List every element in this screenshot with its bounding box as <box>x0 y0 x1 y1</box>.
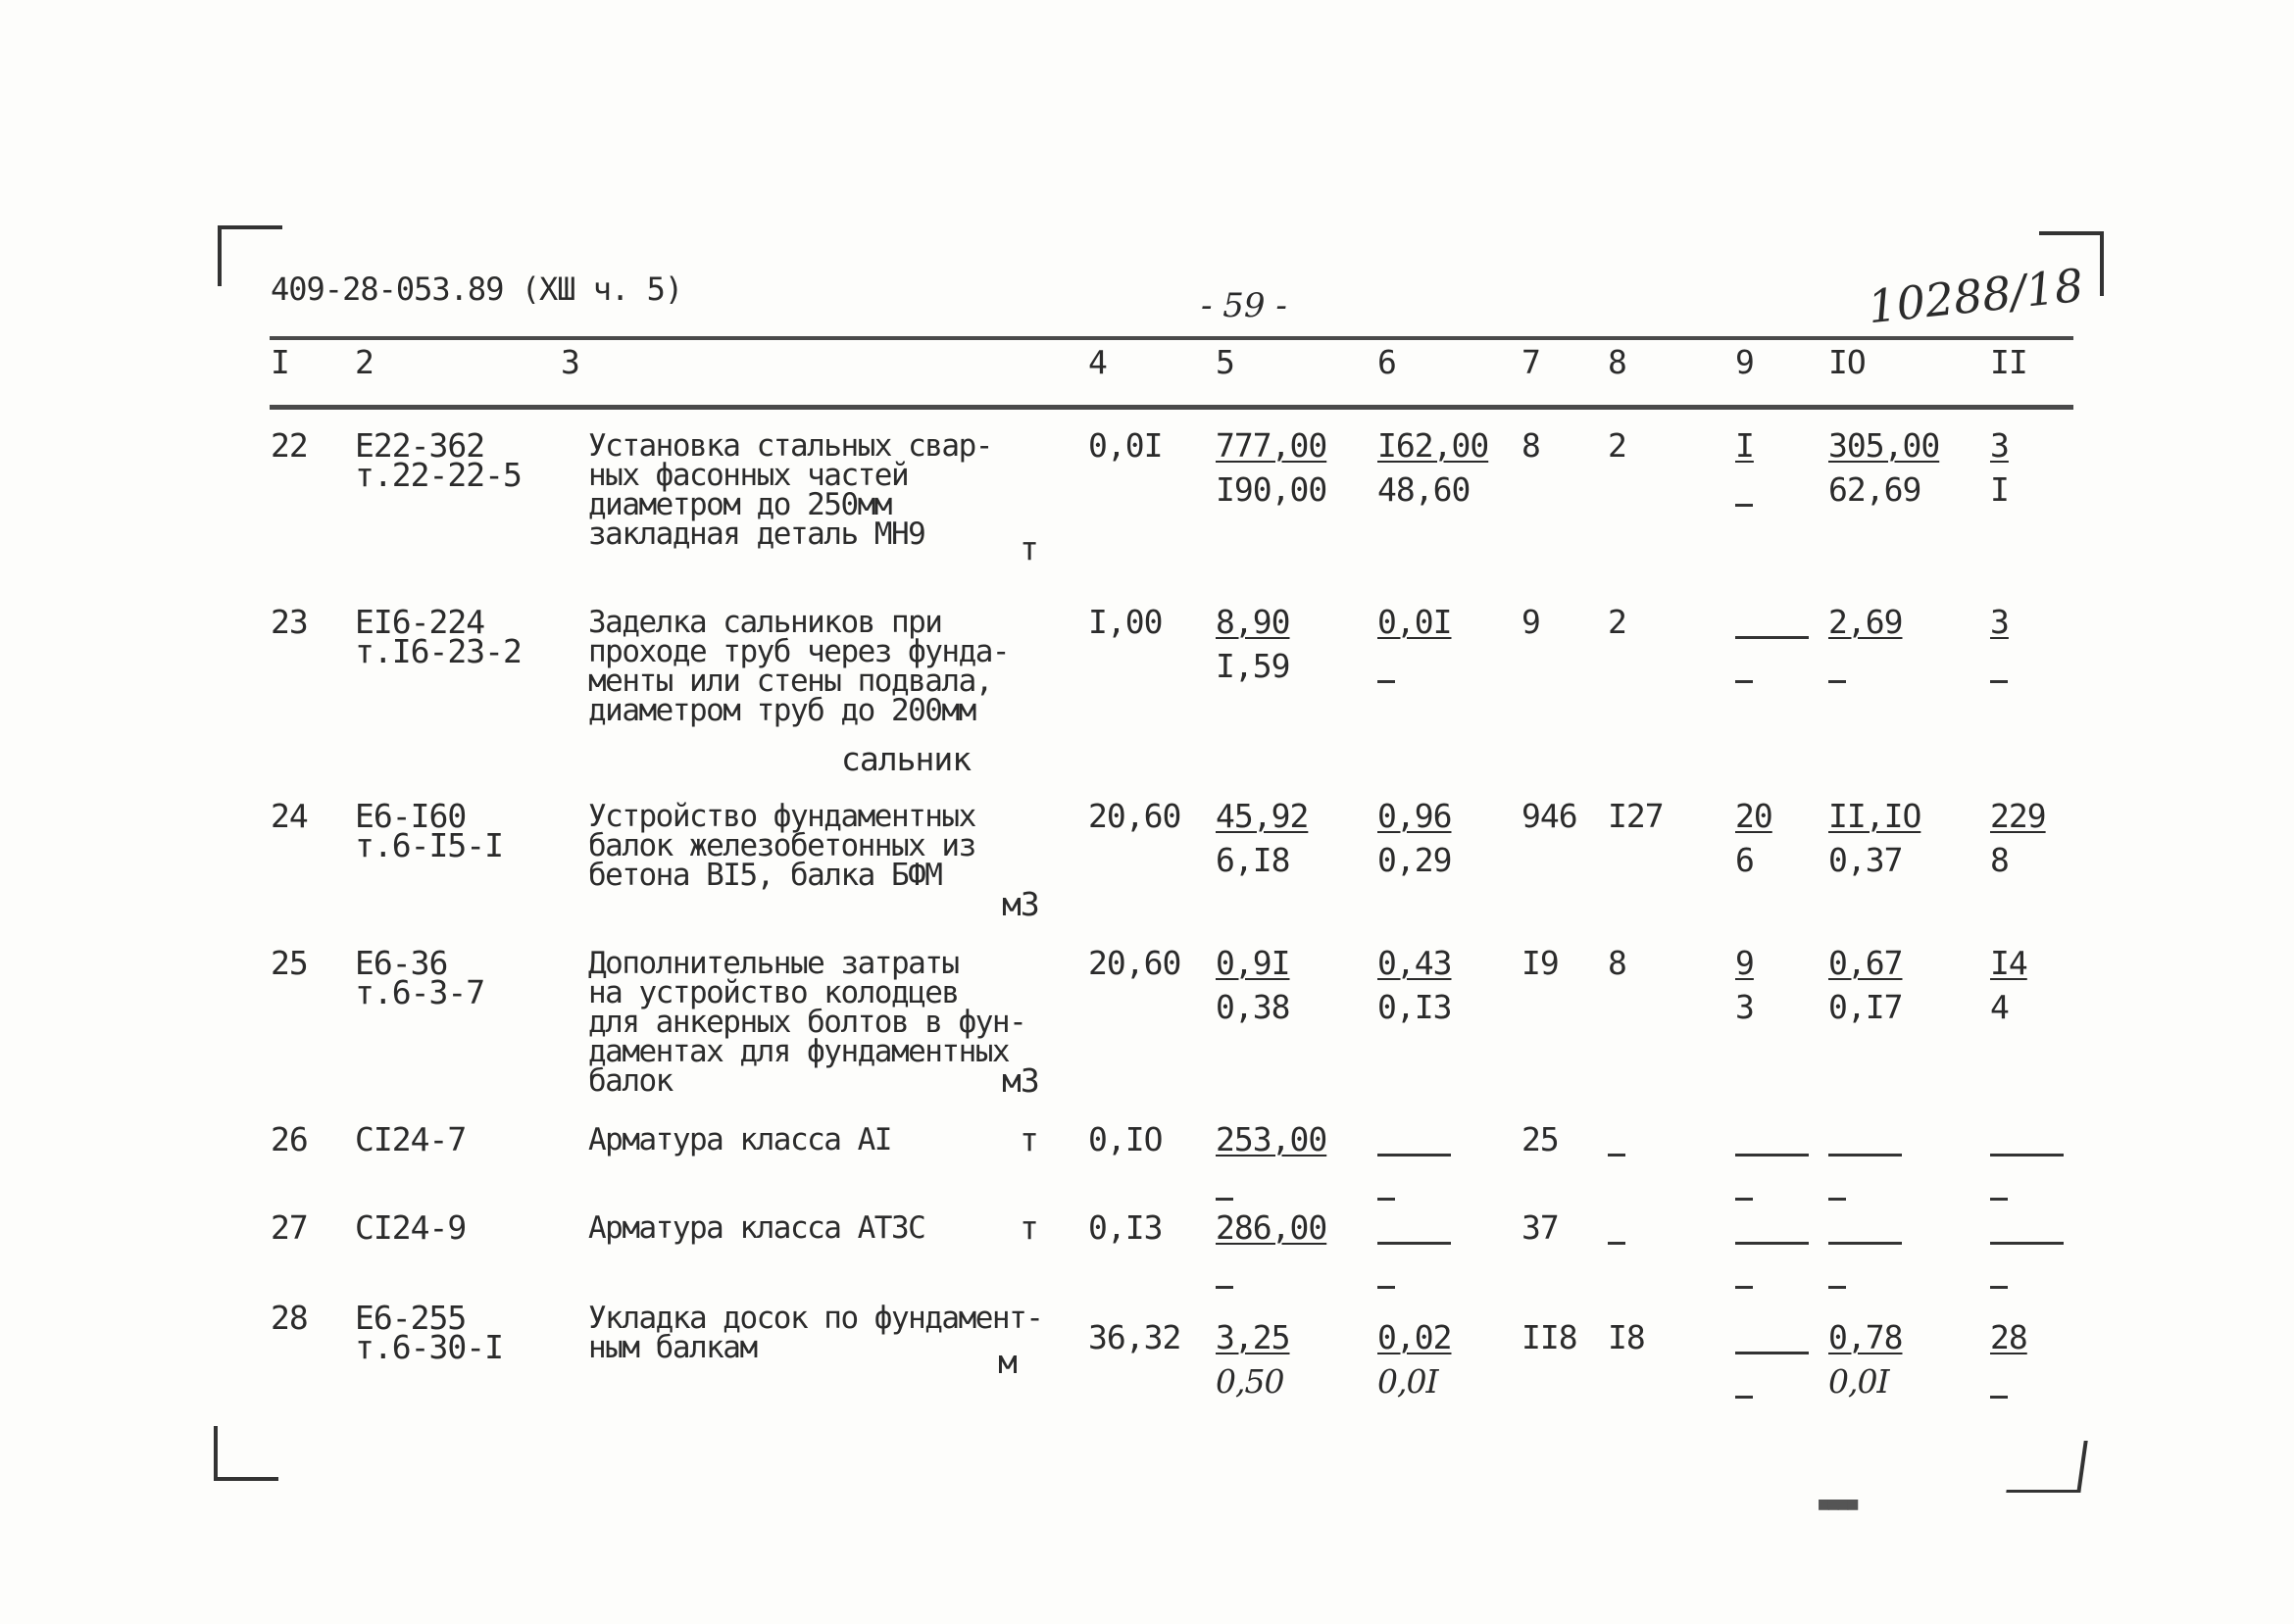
row-unit: м <box>998 1343 1017 1381</box>
dash-mark <box>1608 1242 1625 1245</box>
column-header-9: 9 <box>1735 343 1754 381</box>
dash-mark <box>1828 1198 1846 1201</box>
col11-top <box>1990 1227 2064 1256</box>
row-description: Заделка сальников при проходе труб через фунда- менты или стены подвала, диаметром труб до 200мм <box>588 605 1010 728</box>
dash-mark <box>1377 1286 1395 1289</box>
col5-top: 777,00 <box>1216 426 1327 465</box>
row-quantity: 36,32 <box>1088 1318 1181 1356</box>
col10-bottom: 62,69 <box>1828 470 1921 509</box>
column-header-5: 5 <box>1216 343 1234 381</box>
col11-top: 28 <box>1990 1318 2027 1356</box>
col6-top <box>1377 1139 1451 1168</box>
col5-top: 0,9I <box>1216 944 1290 982</box>
col10-top <box>1828 1139 1902 1168</box>
row-number: 23 <box>271 603 308 641</box>
col6-bottom: 0,29 <box>1377 841 1452 879</box>
col8-value: 2 <box>1608 603 1626 641</box>
corner-mark-bottom-left <box>214 1426 278 1481</box>
dash-mark <box>1990 1198 2008 1201</box>
col8-value: 8 <box>1608 944 1626 982</box>
col9-bottom <box>1735 1381 1753 1410</box>
col6-bottom: 0,I3 <box>1377 988 1452 1026</box>
col5-bottom <box>1216 1271 1233 1301</box>
col5-bottom: 0,50 <box>1216 1362 1284 1401</box>
row-code-ref: т.6-30-I <box>355 1328 503 1366</box>
corner-mark-bottom-right <box>2006 1441 2087 1493</box>
row-description: Арматура класса AI <box>588 1122 891 1157</box>
row-unit: м3 <box>1002 1061 1039 1100</box>
col6-top: 0,43 <box>1377 944 1452 982</box>
dash-mark <box>1735 1286 1753 1289</box>
col11-bottom <box>1990 665 2008 695</box>
column-header-11: II <box>1990 343 2027 381</box>
dash-mark <box>1735 1154 1809 1156</box>
col5-bottom: 0,38 <box>1216 988 1290 1026</box>
column-header-4: 4 <box>1088 343 1107 381</box>
dash-mark <box>1735 1396 1753 1399</box>
dash-mark <box>1735 680 1753 683</box>
col9-bottom <box>1735 1183 1753 1212</box>
col11-bottom: I <box>1990 470 2009 509</box>
col9-top: I <box>1735 426 1754 465</box>
col9-bottom <box>1735 665 1753 695</box>
row-unit: т <box>1020 1208 1038 1247</box>
col11-bottom <box>1990 1381 2008 1410</box>
row-number: 25 <box>271 944 308 982</box>
col5-top: 45,92 <box>1216 797 1309 835</box>
col7-value: I9 <box>1521 944 1559 982</box>
col11-bottom: 4 <box>1990 988 2009 1026</box>
column-header-6: 6 <box>1377 343 1396 381</box>
row-description: Устройство фундаментных балок железобетонных из бетона BI5, балка БФМ <box>588 799 975 893</box>
col7-value: 946 <box>1521 797 1577 835</box>
col6-top <box>1377 1227 1451 1256</box>
col9-bottom: 6 <box>1735 841 1754 879</box>
col9-top <box>1735 1337 1809 1366</box>
col10-bottom: 0,37 <box>1828 841 1903 879</box>
row-quantity: 0,I3 <box>1088 1208 1163 1247</box>
col10-bottom <box>1828 1271 1846 1301</box>
col10-bottom: 0,I7 <box>1828 988 1903 1026</box>
row-description: Установка стальных свар- ных фасонных частей диаметром до 250мм закладная деталь МН9 <box>588 428 992 552</box>
col10-bottom: 0,0I <box>1828 1362 1889 1401</box>
col9-bottom <box>1735 489 1753 518</box>
col10-top <box>1828 1227 1902 1256</box>
row-unit: т <box>1020 529 1038 567</box>
col8-value: I27 <box>1608 797 1664 835</box>
column-header-2: 2 <box>355 343 374 381</box>
row-code: EI6-224 <box>355 603 485 641</box>
dash-mark <box>1828 1154 1902 1156</box>
dash-mark <box>1990 1154 2064 1156</box>
row-number: 26 <box>271 1120 308 1158</box>
col11-top: 3 <box>1990 603 2009 641</box>
col8-value: 2 <box>1608 426 1626 465</box>
col10-bottom <box>1828 665 1846 695</box>
col10-top: 0,67 <box>1828 944 1903 982</box>
col7-value: 25 <box>1521 1120 1559 1158</box>
col7-value: 9 <box>1521 603 1540 641</box>
col9-bottom <box>1735 1271 1753 1301</box>
col5-bottom: I,59 <box>1216 647 1290 685</box>
dash-mark <box>1735 636 1809 639</box>
col6-bottom <box>1377 1271 1395 1301</box>
col11-bottom <box>1990 1183 2008 1212</box>
col7-value: II8 <box>1521 1318 1577 1356</box>
col11-top: 3 <box>1990 426 2009 465</box>
col9-top <box>1735 1227 1809 1256</box>
col5-bottom: 6,I8 <box>1216 841 1290 879</box>
col6-bottom <box>1377 1183 1395 1212</box>
document-code: 409-28-053.89 (XШ ч. 5) <box>271 271 683 308</box>
col9-bottom: 3 <box>1735 988 1754 1026</box>
col5-top: 253,00 <box>1216 1120 1327 1158</box>
col9-top: 9 <box>1735 944 1754 982</box>
row-code: CI24-7 <box>355 1120 467 1158</box>
handwritten-number: 10288/18 <box>1865 258 2086 334</box>
dash-mark <box>1377 1198 1395 1201</box>
row-code: E6-I60 <box>355 797 467 835</box>
stamp-mark: ■■■■ <box>1819 1494 1858 1514</box>
header-rule-top <box>270 336 2073 340</box>
row-number: 22 <box>271 426 308 465</box>
row-code-ref: т.6-3-7 <box>355 973 485 1011</box>
col11-top: I4 <box>1990 944 2027 982</box>
col6-bottom: 48,60 <box>1377 470 1471 509</box>
row-quantity: 20,60 <box>1088 797 1181 835</box>
col11-top <box>1990 1139 2064 1168</box>
col9-top: 20 <box>1735 797 1772 835</box>
row-number: 24 <box>271 797 308 835</box>
row-description: Арматура класса АТЗС <box>588 1210 925 1246</box>
dash-mark <box>1735 1352 1809 1354</box>
row-quantity: 20,60 <box>1088 944 1181 982</box>
col8-value: I8 <box>1608 1318 1645 1356</box>
dash-mark <box>1735 504 1753 507</box>
col10-top: 2,69 <box>1828 603 1903 641</box>
col5-bottom: I90,00 <box>1216 470 1327 509</box>
dash-mark <box>1377 680 1395 683</box>
column-header-3: 3 <box>561 343 579 381</box>
col11-bottom: 8 <box>1990 841 2009 879</box>
col6-bottom: 0,0I <box>1377 1362 1438 1401</box>
dash-mark <box>1990 680 2008 683</box>
row-quantity: 0,IO <box>1088 1120 1163 1158</box>
col9-top <box>1735 1139 1809 1168</box>
dash-mark <box>1990 1396 2008 1399</box>
row-code: CI24-9 <box>355 1208 467 1247</box>
row-unit: т <box>1020 1120 1038 1158</box>
row-unit: сальник <box>841 740 972 778</box>
col5-top: 8,90 <box>1216 603 1290 641</box>
col5-top: 3,25 <box>1216 1318 1290 1356</box>
row-code-ref: т.I6-23-2 <box>355 632 522 670</box>
col11-bottom <box>1990 1271 2008 1301</box>
row-code: E6-255 <box>355 1299 467 1337</box>
row-description: Укладка досок по фундамент- ным балкам <box>588 1301 1043 1365</box>
col6-top: 0,96 <box>1377 797 1452 835</box>
col11-top: 229 <box>1990 797 2046 835</box>
col6-top: 0,0I <box>1377 603 1452 641</box>
col10-top: II,IO <box>1828 797 1921 835</box>
row-unit: м3 <box>1002 885 1039 923</box>
row-code-ref: т.6-I5-I <box>355 826 503 864</box>
col10-top: 305,00 <box>1828 426 1940 465</box>
row-number: 28 <box>271 1299 308 1337</box>
dash-mark <box>1990 1286 2008 1289</box>
col6-top: 0,02 <box>1377 1318 1452 1356</box>
col10-bottom <box>1828 1183 1846 1212</box>
dash-mark <box>1990 1242 2064 1245</box>
dash-mark <box>1216 1286 1233 1289</box>
col10-top: 0,78 <box>1828 1318 1903 1356</box>
dash-mark <box>1377 1154 1451 1156</box>
dash-mark <box>1735 1198 1753 1201</box>
page-number: - 59 - <box>1201 286 1287 325</box>
column-header-10: IO <box>1828 343 1866 381</box>
col9-top <box>1735 621 1809 651</box>
row-description: Дополнительные затраты на устройство колодцев для анкерных болтов в фун- даментах для фундаментных балок <box>588 946 1026 1099</box>
column-header-8: 8 <box>1608 343 1626 381</box>
dash-mark <box>1828 1286 1846 1289</box>
column-header-7: 7 <box>1521 343 1540 381</box>
col6-bottom <box>1377 665 1395 695</box>
dash-mark <box>1377 1242 1451 1245</box>
dash-mark <box>1828 680 1846 683</box>
header-rule-bottom <box>270 405 2073 410</box>
row-code-ref: т.22-22-5 <box>355 456 522 494</box>
row-quantity: I,00 <box>1088 603 1163 641</box>
row-code: E6-36 <box>355 944 448 982</box>
column-header-1: I <box>271 343 289 381</box>
col8-value <box>1608 1227 1625 1256</box>
dash-mark <box>1608 1154 1625 1156</box>
col7-value: 8 <box>1521 426 1540 465</box>
row-code: E22-362 <box>355 426 485 465</box>
col7-value: 37 <box>1521 1208 1559 1247</box>
dash-mark <box>1216 1198 1233 1201</box>
row-number: 27 <box>271 1208 308 1247</box>
col6-top: I62,00 <box>1377 426 1489 465</box>
row-quantity: 0,0I <box>1088 426 1163 465</box>
dash-mark <box>1735 1242 1809 1245</box>
col8-value <box>1608 1139 1625 1168</box>
dash-mark <box>1828 1242 1902 1245</box>
col5-top: 286,00 <box>1216 1208 1327 1247</box>
